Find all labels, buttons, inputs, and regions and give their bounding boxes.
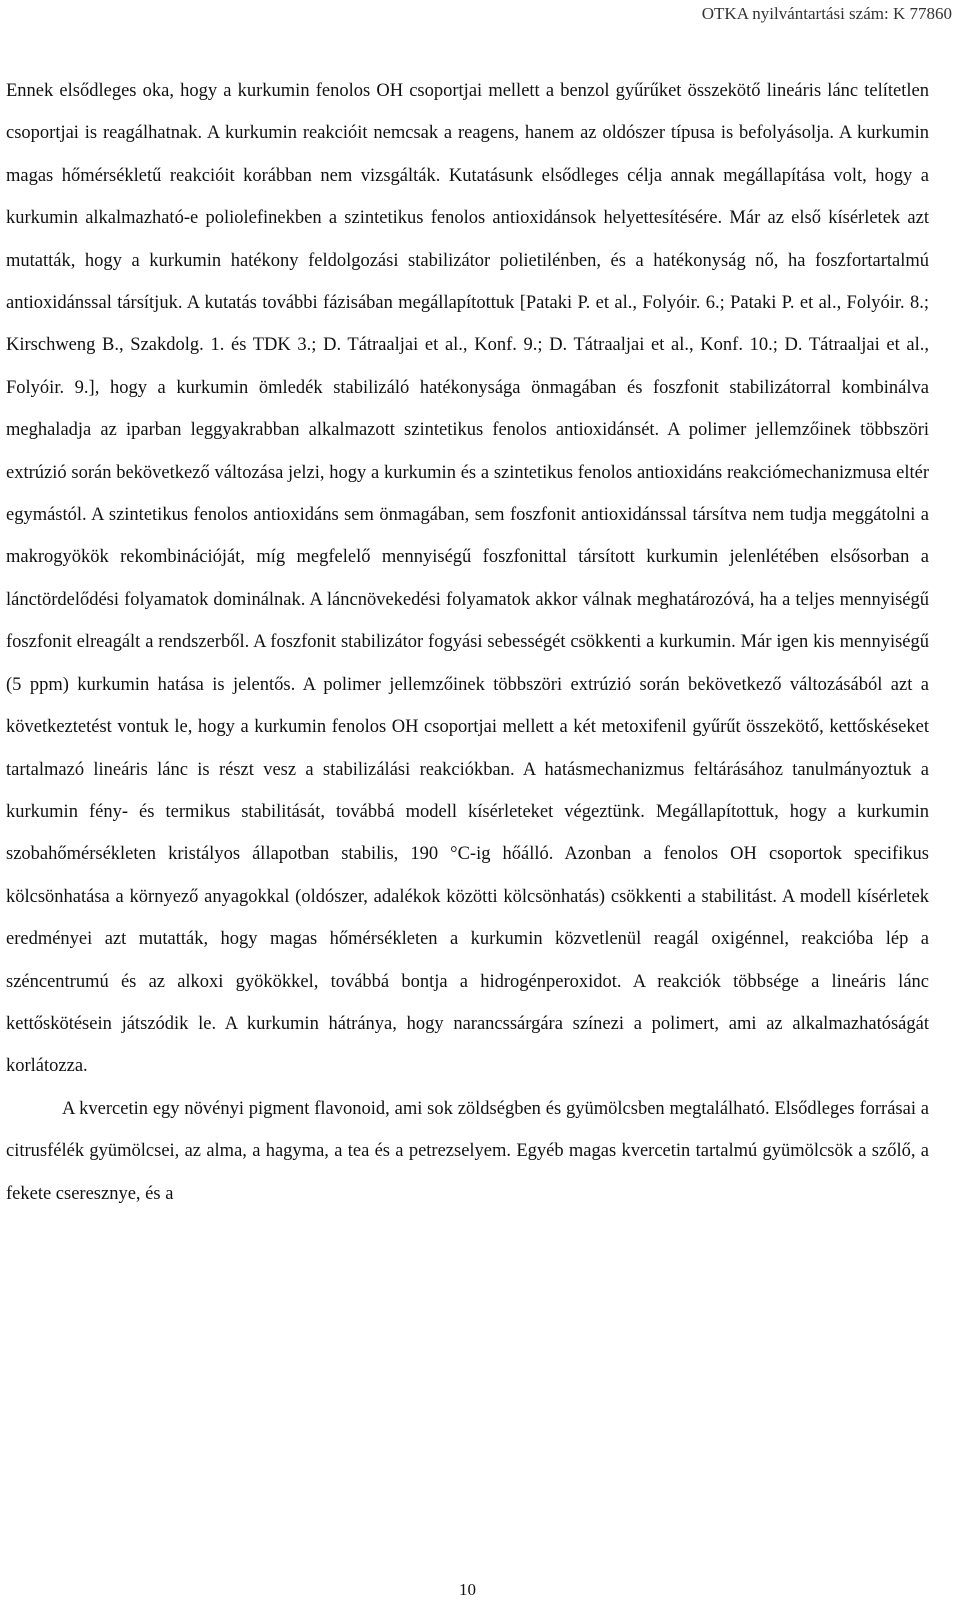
document-header: OTKA nyilvántartási szám: K 77860 [701,4,952,23]
document-body [6,70,929,1215]
page-number: 10 [459,1580,476,1599]
body-paragraph-2: A kvercetin egy növényi pigment flavonoid, ami sok zöldségben és gyümölcsben megtalálható. Elsődleges forrásai a citrusfélék gyümölcsei, az alma, a hagyma, a tea és a petrezselyem. Egyéb magas kvercetin tartalmú gyümölcsök a szőlő, a fekete cseresznye, és a [6,1098,929,1204]
body-paragraph-1: Ennek elsődleges oka, hogy a kurkumin fenolos OH csoportjai mellett a benzol gyűrűket összekötő lineáris lánc telítetlen csoportjai is reagálhatnak. A kurkumin reakcióit nemcsak a reagens, hanem az oldószer típusa is befolyásolja. A kurkumin magas hőmérsékletű reakcióit korábban nem vizsgálták. Kutatásunk elsődleges célja annak megállapítása volt, hogy a kurkumin alkalmazható-e poliolefinekben a szintetikus fenolos antioxidánsok helyettesítésére. Már az első kísérletek azt mutatták, hogy a kurkumin hatékony feldolgozási stabilizátor polietilénben, és a hatékonyság nő, ha foszfortartalmú antioxidánssal társítjuk. A kutatás további fázisában megállapítottuk [Pataki P. et al., Folyóir. 6.; Pataki P. et al., Folyóir. 8.; Kirschweng B., Szakdolg. 1. és TDK 3.; D. Tátraaljai et al., Konf. 9.; D. Tátraaljai et al., Konf. 10.; D. Tátraaljai et al., Folyóir. 9.], hogy a kurkumin ömledék stabilizáló hatékonysága önmagában és foszfonit stabilizátorral kombinálva meghaladja az iparban leggyakrabban alkalmazott szintetikus fenolos antioxidánsét. A polimer jellemzőinek többszöri extrúzió során bekövetkező változása jelzi, hogy a kurkumin és a szintetikus fenolos antioxidáns reakciómechanizmusa eltér egymástól. A szintetikus fenolos antioxidáns sem önmagában, sem foszfonit antioxidánssal társítva nem tudja meggátolni a makrogyökök rekombinációját, míg megfelelő mennyiségű foszfonittal társított kurkumin jelenlétében elsősorban a lánctördelődési folyamatok dominálnak. A láncnövekedési folyamatok akkor válnak meghatározóvá, ha a teljes mennyiségű foszfonit elreagált a rendszerből. A foszfonit stabilizátor fogyási sebességét csökkenti a kurkumin. Már igen kis mennyiségű (5 ppm) kurkumin hatása is jelentős. A polimer jellemzőinek többszöri extrúzió során bekövetkező változásából azt a következtetést vontuk le, hogy a kurkumin fenolos OH csoportjai mellett a két metoxifenil gyűrűt összekötő, kettőskéseket tartalmazó lineáris lánc is részt vesz a stabilizálási reakciókban. A hatásmechanizmus feltárásához tanulmányoztuk a kurkumin fény- és termikus stabilitását, továbbá modell kísérleteket végeztünk. Megállapítottuk, hogy a kurkumin szobahőmérsékleten kristályos állapotban stabilis, 190 °C-ig hőálló. Azonban a fenolos OH csoportok specifikus kölcsönhatása a környező anyagokkal (oldószer, adalékok közötti kölcsönhatás) csökkenti a stabilitást. A modell kísérletek eredményei azt mutatták, hogy magas hőmérsékleten a kurkumin közvetlenül reagál oxigénnel, reakcióba lép a széncentrumú és az alkoxi gyökökkel, továbbá bontja a hidrogénperoxidot. A reakciók többsége a lineáris lánc kettőskötésein játszódik le. A kurkumin hátránya, hogy narancssárgára színezi a polimert, ami az alkalmazhatóságát korlátozza. [6,81,929,1077]
